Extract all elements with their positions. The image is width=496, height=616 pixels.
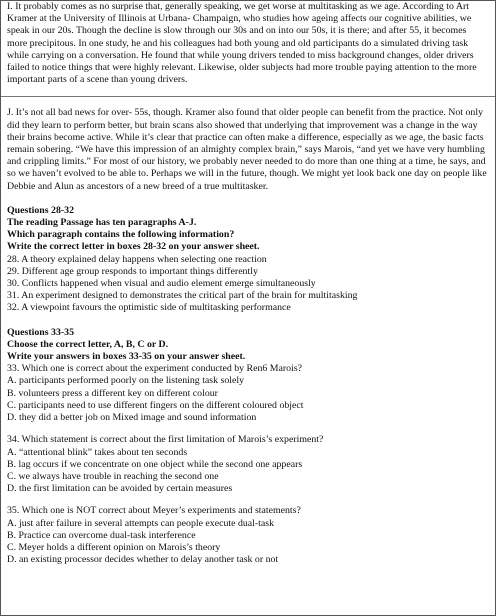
question-35-option-c: C. Meyer holds a different opinion on Marois’s theory [7, 541, 221, 553]
question-35-option-d: D. an existing processor decides whether to delay another task or not [7, 554, 279, 566]
questions-28-32-instruction-3: Write the correct letter in boxes 28-32 on your answer sheet. [7, 241, 260, 253]
questions-28-32-heading: Questions 28-32 [7, 204, 74, 216]
question-33-stem: 33. Which one is correct about the experiment conducted by Ren6 Marois? [7, 363, 303, 375]
question-33-option-b: B. volunteers press a different key on different colour [7, 387, 218, 399]
question-35-stem: 35. Which one is NOT correct about Meyer’s experiments and statements? [7, 505, 301, 517]
question-34-option-d: D. the first limitation can be avoided by certain measures [7, 483, 233, 495]
questions-33-35-heading: Questions 33-35 [7, 326, 74, 338]
question-30: 30. Conflicts happened when visual and audio element emerge simultaneously [7, 278, 316, 290]
passage-paragraph-i: I. It probably comes as no surprise that, generally speaking, we get worse at multitasking as we age. According to Art Kramer at the University of Illinois at Urbana- Champaign, who studies how ageing affects our cognitive abilities, we speak in our 20s. Though the decline is slow through our 30s and on into our 50s, it is there; and after 55, it becomes more precipitous. In one study, he and his colleagues had both young and old participants do a simulated driving task while carrying on a conversation. He found that while young drivers tended to miss background changes, older drivers failed to notice things that were highly relevant. Likewise, older subjects had more trouble paying attention to the more important parts of a scene than young drivers. [7, 1, 477, 86]
questions-33-35-instruction-2: Write your answers in boxes 33-35 on your answer sheet. [7, 351, 246, 363]
question-29: 29. Different age group responds to important things differently [7, 265, 258, 277]
question-34-stem: 34. Which statement is correct about the first limitation of Marois’s experiment? [7, 434, 324, 446]
question-34-option-c: C. we always have trouble in reaching the second one [7, 470, 219, 482]
question-35-option-b: B. Practice can overcome dual-task interference [7, 529, 196, 541]
questions-28-32-instruction-1: The reading Passage has ten paragraphs A-J. [7, 217, 197, 229]
question-33-option-d: D. they did a better job on Mixed image and sound information [7, 412, 257, 424]
question-31: 31. An experiment designed to demonstrates the critical part of the brain for multitasking [7, 290, 358, 302]
question-28: 28. A theory explained delay happens when selecting one reaction [7, 253, 267, 265]
questions-33-35-instruction-1: Choose the correct letter, A, B, C or D. [7, 338, 169, 350]
questions-28-32-section [7, 205, 489, 315]
question-32: 32. A viewpoint favours the optimistic side of multitasking performance [7, 302, 291, 314]
question-34-option-b: B. lag occurs if we concentrate on one object while the second one appears [7, 458, 303, 470]
question-35-option-a: A. just after failure in several attempts can people execute dual-task [7, 517, 275, 529]
questions-33-35-section [7, 327, 489, 567]
question-33-option-a: A. participants performed poorly on the listening task solely [7, 375, 245, 387]
question-34-option-a: A. “attentional blink” takes about ten seconds [7, 446, 188, 458]
question-33-option-c: C. participants need to use different fingers on the different coloured object [7, 399, 304, 411]
questions-28-32-instruction-2: Which paragraph contains the following information? [7, 229, 235, 241]
passage-paragraph-j: J. It’s not all bad news for over- 55s, though. Kramer also found that older people can benefit from the practice. Not only did they learn to perform better, but brain scans also showed that underlying that improvement was a change in the way their brains become active. While it’s clear that practice can often make a difference, especially as we age, the basic facts remain sobering. “We have this impression of an almighty complex brain,” says Marois, “and yet we have very humbling and crippling limits.” For most of our history, we probably never needed to do more than one thing at a time, he says, and so we haven’t evolved to be able to. Perhaps we will in the future, though. We might yet look back one day on people like Debbie and Alun as ancestors of a new breed of a true multitasker. [7, 107, 487, 192]
